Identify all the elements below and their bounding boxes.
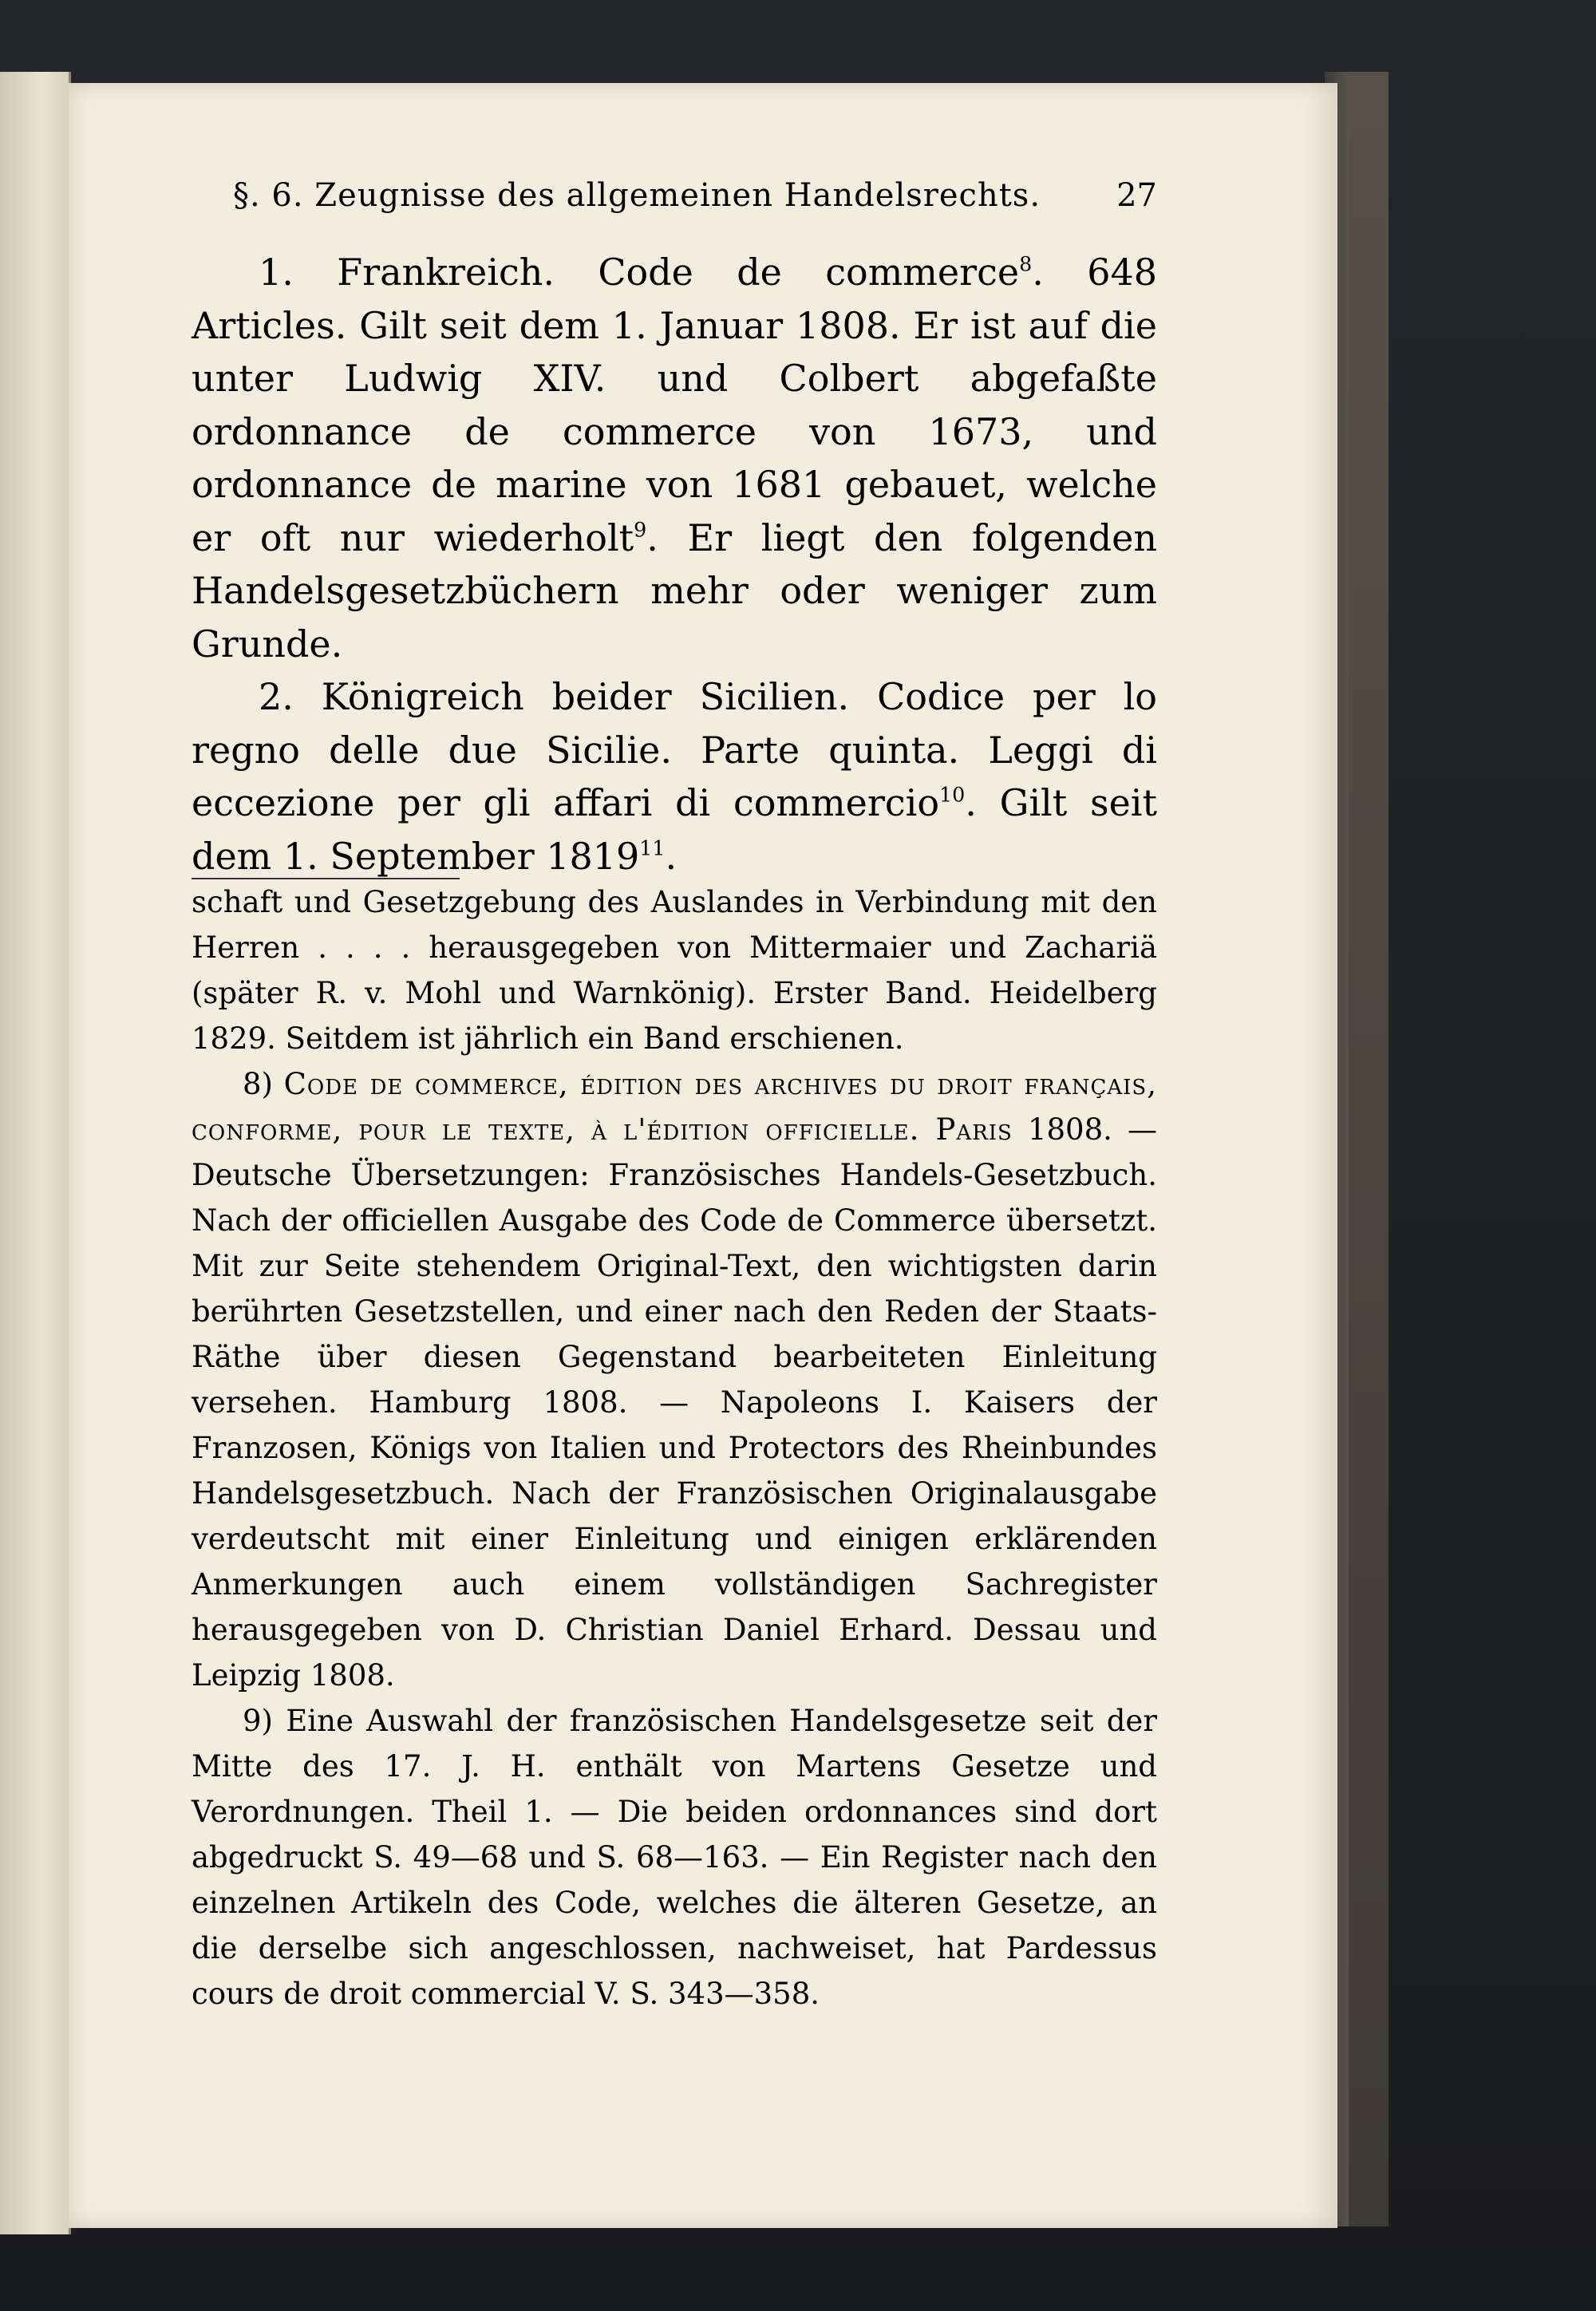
footnote-ref-10: 10	[939, 783, 966, 807]
main-text	[192, 246, 1157, 883]
paragraph-france-lead: 1. Frankreich. Code de commerce	[259, 251, 1020, 294]
paragraph-sicily-lead: 2. Königreich beider Sicilien. Codice per lo regno delle due Sicilie. Parte quinta. Leggi di eccezione per gli affari di commercio	[192, 675, 1157, 824]
footnote-8-text: 1808. — Deutsche Übersetzungen: Französisches Handels-Gesetzbuch. Nach der officiellen Ausgabe des Code de Commerce übersetzt. Mit zur Seite stehendem Original-Text, den wichtigsten darin berührten Gesetzstellen, und einer nach den Reden der Staats-Räthe über diesen Gegenstand bearbeiteten Einleitung versehen. Hamburg 1808. — Napoleons I. Kaisers der Franzosen, Königs von Italien und Protectors des Rheinbundes Handelsgesetzbuch. Nach der Französischen Originalausgabe verdeutscht mit einer Einleitung und einigen erklärenden Anmerkungen auch einem vollständigen Sachregister herausgegeben von D. Christian Daniel Erhard. Dessau und Leipzig 1808.	[192, 1112, 1157, 1693]
page-number: 27	[1116, 177, 1157, 214]
footnote-continuation: schaft und Gesetzgebung des Auslandes in Verbindung mit den Herren . . . . herausgegeben von Mittermaier und Zachariä (später R. v. Mohl und Warnkönig). Erster Band. Heidelberg 1829. Seitdem ist jährlich ein Band erschienen.	[192, 885, 1157, 1056]
footnotes	[192, 878, 1157, 2017]
paragraph-france-tail: . Er liegt den folgenden Handelsgesetzbüchern mehr oder weniger zum Grunde.	[192, 516, 1157, 666]
left-page-edge	[0, 72, 71, 2234]
header-title: §. 6. Zeugnisse des allgemeinen Handelsrechts.	[233, 177, 1041, 214]
footnote-9	[192, 1698, 1157, 2017]
paragraph-france	[192, 246, 1157, 670]
footnote-9-text: Eine Auswahl der französischen Handelsgesetze seit der Mitte des 17. J. H. enthält von Martens Gesetze und Verordnungen. Theil 1. — Die beiden ordonnances sind dort abgedruckt S. 49—68 und S. 68—163. — Ein Register nach den einzelnen Artikeln des Code, welches die älteren Gesetze, an die derselbe sich angeschlossen, nachweiset, hat Pardessus cours de droit commercial V. S. 343—358.	[192, 1704, 1158, 2011]
book-cover-spine	[1349, 72, 1389, 2226]
footnote-9-number: 9)	[243, 1704, 273, 1738]
paragraph-sicily-mid: . Gilt seit dem 1. September 1819	[192, 781, 1157, 878]
footnote-ref-9: 9	[634, 517, 647, 541]
footnote-ref-8: 8	[1019, 252, 1033, 276]
paragraph-france-mid: . 648 Articles. Gilt seit dem 1. Januar 1808. Er ist auf die unter Ludwig XIV. und Colbert abgefaßte ordonnance de commerce von 1673, und ordonnance de marine von 1681 gebauet, welche er oft nur wiederholt	[192, 251, 1158, 559]
running-header	[233, 177, 1157, 222]
paragraph-sicily-tail: .	[665, 834, 678, 878]
footnote-8-number: 8)	[243, 1067, 273, 1101]
paragraph-sicily	[192, 670, 1157, 883]
footnote-8	[192, 1061, 1157, 1698]
footnote-ref-11: 11	[639, 836, 666, 859]
footnote-8-title: Code de commerce, édition des archives du droit français, conforme, pour le texte, à l'édition officielle. Paris	[192, 1067, 1157, 1147]
